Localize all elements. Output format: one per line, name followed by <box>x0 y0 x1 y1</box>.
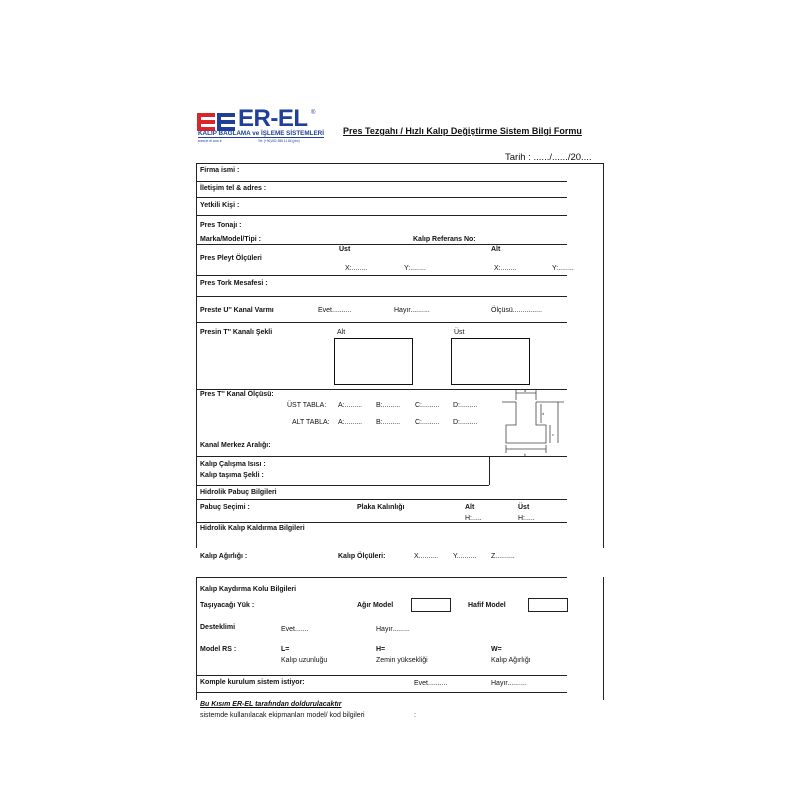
diagram-label-d: d <box>542 411 545 416</box>
u-kanal-hayir[interactable]: Hayır.......... <box>394 307 430 314</box>
hidrolik-pabuc-title: Hidrolik Pabuç Bilgileri <box>200 489 277 496</box>
komple-evet[interactable]: Evet.......... <box>414 680 448 687</box>
frame-top-border <box>196 163 603 164</box>
tasiyacagi-yuk-label: Taşıyacağı Yük : <box>200 602 255 609</box>
pleyt-ust-y[interactable]: Y:........ <box>404 265 426 272</box>
destek-hayir[interactable]: Hayır......... <box>376 626 410 633</box>
diagram-label-b: b <box>524 452 527 457</box>
pleyt-alt: Alt <box>491 246 501 253</box>
tasima-sekli-label: Kalıp taşıma Şekli : <box>200 472 264 479</box>
tonaj-label: Pres Tonajı : <box>200 222 242 229</box>
t-kanal-sekli-label: Presin T'' Kanalı Şekli <box>200 329 273 336</box>
pabuc-h-alt[interactable]: H:..... <box>465 515 482 522</box>
frame-right-border <box>603 163 604 548</box>
hafif-model-checkbox[interactable] <box>528 598 568 612</box>
pleyt-alt-y[interactable]: Y:........ <box>552 265 574 272</box>
agir-model-checkbox[interactable] <box>411 598 451 612</box>
diagram-label-a: a <box>524 388 527 393</box>
model-rs-l-desc: Kalıp uzunluğu <box>281 657 328 664</box>
plaka-label: Plaka Kalınlığı <box>357 504 405 511</box>
logo-text: ER-EL <box>238 105 308 132</box>
yetkili-label: Yetkili Kişi : <box>200 202 240 209</box>
frame-left-border-lower <box>196 577 197 700</box>
model-rs-label: Model RS : <box>200 646 237 653</box>
komple-label: Komple kurulum sistem istiyor: <box>200 679 305 686</box>
pabuc-alt: Alt <box>465 504 475 511</box>
u-kanal-evet[interactable]: Evet.......... <box>318 307 352 314</box>
divider <box>196 181 567 182</box>
date-field[interactable]: Tarih : ....../....../20.... <box>505 152 592 163</box>
t-slot-diagram-icon <box>500 387 566 457</box>
logo-phone: Tel: (+90)262 658 11 84 (pbx) <box>258 139 300 143</box>
ust-tabla-label: ÜST TABLA: <box>287 402 327 409</box>
u-kanal-label: Preste U'' Kanal Varmı <box>200 307 274 314</box>
er-el-section-line: sistemde kullanılacak ekipmanları model/ kod bilgileri <box>200 712 365 719</box>
divider <box>196 456 567 457</box>
iletisim-label: İletişim tel & adres : <box>200 185 267 192</box>
alt-tabla-a[interactable]: A:......... <box>338 419 363 426</box>
divider <box>196 499 567 500</box>
pabuc-ust: Üst <box>518 504 530 511</box>
divider <box>196 692 567 693</box>
hidrolik-kaldirma-title: Hidrolik Kalıp Kaldırma Bilgileri <box>200 525 305 532</box>
logo-web: www.er-el.com.tr <box>198 139 222 143</box>
divider <box>196 322 567 323</box>
divider <box>196 244 567 245</box>
alt-tabla-b[interactable]: B:......... <box>376 419 401 426</box>
t-kanal-sekli-ust: Üst <box>454 329 465 336</box>
agir-model-label: Ağır Model <box>357 602 394 609</box>
divider <box>196 675 567 676</box>
ust-tabla-c[interactable]: C:......... <box>415 402 440 409</box>
t-kanal-alt-drawing-box[interactable] <box>334 338 413 385</box>
kalip-agirligi-label: Kalıp Ağırlığı : <box>200 553 248 560</box>
divider-vertical <box>489 456 490 485</box>
t-kanal-ust-drawing-box[interactable] <box>451 338 530 385</box>
firma-label: Firma ismi : <box>200 167 240 174</box>
frame-left-border <box>196 163 197 548</box>
t-kanal-sekli-alt: Alt <box>337 329 346 336</box>
kalip-olculeri-label: Kalıp Ölçüleri: <box>338 553 386 560</box>
alt-tabla-c[interactable]: C:......... <box>415 419 440 426</box>
pleyt-ust: Üst <box>339 246 351 253</box>
form-title: Pres Tezgahı / Hızlı Kalıp Değiştirme Sistem Bilgi Formu <box>343 126 582 136</box>
pleyt-ust-x[interactable]: X:........ <box>345 265 368 272</box>
kalip-olculeri-z[interactable]: Z.......... <box>491 553 515 560</box>
calisma-isisi-label: Kalıp Çalışma Isısı : <box>200 461 266 468</box>
pabuc-secimi-label: Pabuç Seçimi : <box>200 504 250 511</box>
diagram-label-c: c <box>552 432 554 437</box>
divider <box>196 197 567 198</box>
pleyt-alt-x[interactable]: X:........ <box>494 265 517 272</box>
kalip-ref-label: Kalıp Referans No: <box>413 236 476 243</box>
logo-registered: ® <box>311 110 316 116</box>
u-kanal-olcusu[interactable]: Ölçüsü............... <box>491 307 542 314</box>
logo-subtitle: KALIP BAĞLAMA ve İŞLEME SİSTEMLERİ <box>198 130 324 137</box>
er-el-section-colon: : <box>414 712 416 719</box>
komple-hayir[interactable]: Hayır.......... <box>491 680 527 687</box>
alt-tabla-d[interactable]: D:......... <box>453 419 478 426</box>
t-kanal-olcusu-label: Pres T'' Kanal Ölçüsü: <box>200 391 274 398</box>
alt-tabla-label: ALT TABLA: <box>292 419 330 426</box>
divider <box>196 522 567 523</box>
model-rs-w-desc: Kalıp Ağırlığı <box>491 657 531 664</box>
divider <box>196 275 567 276</box>
marka-label: Marka/Model/Tipi : <box>200 236 261 243</box>
kanal-merkez-label: Kanal Merkez Aralığı: <box>200 442 271 449</box>
divider <box>196 577 567 578</box>
model-rs-l[interactable]: L= <box>281 646 290 653</box>
divider <box>196 485 489 486</box>
kalip-olculeri-y[interactable]: Y.......... <box>453 553 477 560</box>
divider <box>196 215 567 216</box>
destek-evet[interactable]: Evet....... <box>281 626 309 633</box>
divider <box>196 296 567 297</box>
model-rs-h[interactable]: H= <box>376 646 386 653</box>
hafif-model-label: Hafif Model <box>468 602 506 609</box>
pabuc-h-ust[interactable]: H:..... <box>518 515 535 522</box>
ust-tabla-d[interactable]: D:......... <box>453 402 478 409</box>
pleyt-label: Pres Pleyt Ölçüleri <box>200 255 262 262</box>
tork-label: Pres Tork Mesafesi : <box>200 280 268 287</box>
er-el-section-title: Bu Kısım ER-EL tarafından doldurulacaktır <box>200 701 342 708</box>
model-rs-w[interactable]: W= <box>491 646 502 653</box>
destek-label: Desteklimi <box>200 624 236 631</box>
kalip-olculeri-x[interactable]: X.......... <box>414 553 439 560</box>
model-rs-h-desc: Zemin yüksekliği <box>376 657 428 664</box>
frame-right-border-lower <box>603 577 604 700</box>
kaydirma-title: Kalıp Kaydırma Kolu Bilgileri <box>200 586 297 593</box>
ust-tabla-b[interactable]: B:......... <box>376 402 401 409</box>
ust-tabla-a[interactable]: A:......... <box>338 402 363 409</box>
